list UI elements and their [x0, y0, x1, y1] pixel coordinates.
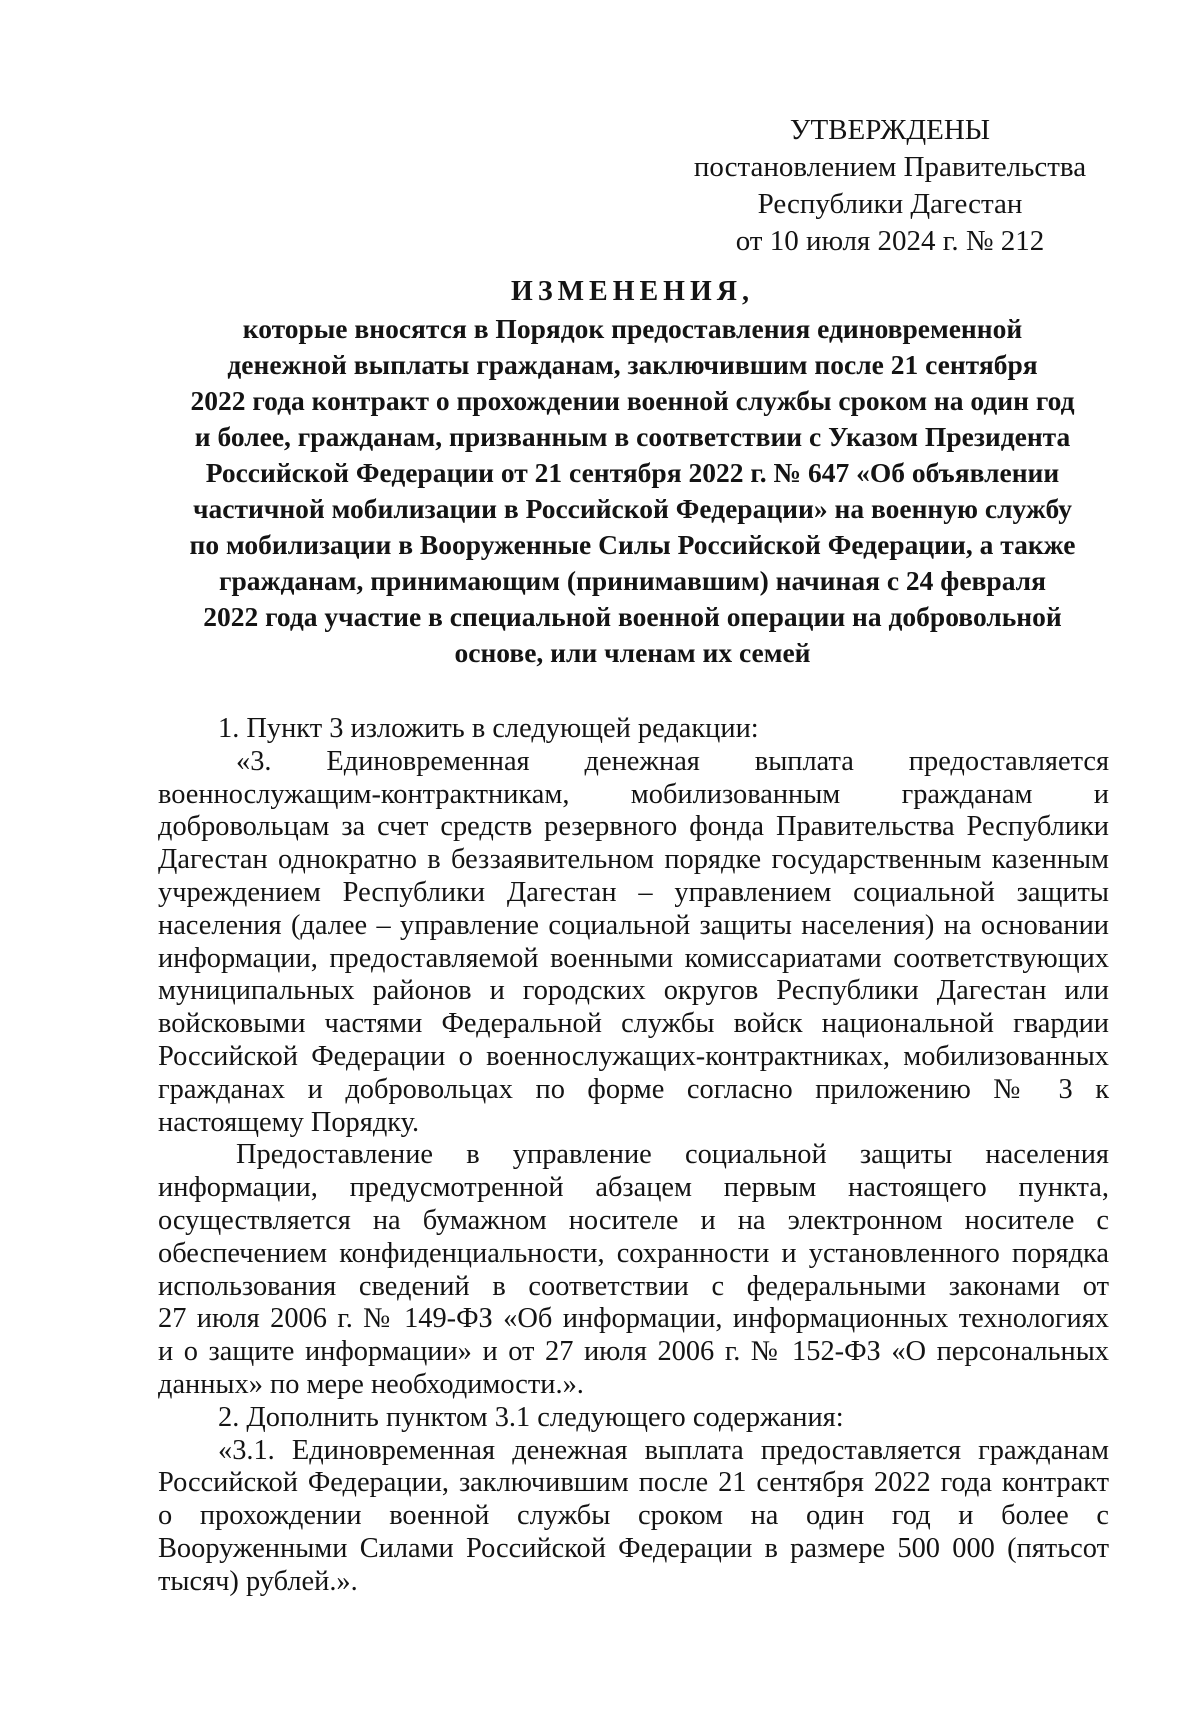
body-line: использования сведений в соответствии с федеральными законами от: [158, 1270, 1109, 1302]
heading-line: и более, гражданам, призванным в соответствии с Указом Президента: [194, 421, 1071, 452]
body-line: данных» по мере необходимости.».: [158, 1368, 584, 1400]
body-line: населения (далее – управление социальной защиты населения) на основании: [158, 909, 1109, 941]
body-line: военнослужащим-контрактникам, мобилизованным гражданам и: [158, 778, 1109, 810]
body-line: муниципальных районов и городских округов Республики Дагестан или: [158, 975, 1109, 1007]
body-line: 1. Пункт 3 изложить в следующей редакции:: [218, 713, 759, 744]
document-body: [158, 713, 1109, 1599]
body-line: Предоставление в управление социальной защиты населения: [236, 1139, 1109, 1171]
body-line: и о защите информации» и от 27 июля 2006 г. № 152-ФЗ «О персональных: [158, 1336, 1109, 1368]
body-line: учреждением Республики Дагестан – управлением социальной защиты: [158, 876, 1109, 908]
heading-line: по мобилизации в Вооруженные Силы Российской Федерации, а также: [189, 529, 1076, 560]
heading-line: частичной мобилизации в Российской Федерации» на военную службу: [193, 493, 1072, 524]
body-line: «3.1. Единовременная денежная выплата предоставляется гражданам: [218, 1434, 1109, 1466]
body-line: Российской Федерации о военнослужащих-контрактниках, мобилизованных: [158, 1040, 1109, 1072]
body-line: войсковыми частями Федеральной службы войск национальной гвардии: [158, 1008, 1109, 1040]
body-line: обеспечением конфиденциальности, сохранности и установленного порядка: [158, 1237, 1109, 1269]
body-line: 2. Дополнить пунктом 3.1 следующего содержания:: [218, 1401, 844, 1433]
heading-line: 2022 года контракт о прохождении военной службы сроком на один год: [190, 385, 1075, 416]
body-line: добровольцам за счет средств резервного фонда Правительства Республики: [158, 811, 1109, 843]
body-line: Вооруженными Силами Российской Федерации в размере 500 000 (пятьсот: [158, 1532, 1109, 1564]
body-line: тысяч) рублей.».: [158, 1565, 358, 1597]
body-line: информации, предоставляемой военными комиссариатами соответствующих: [158, 942, 1109, 974]
body-line: о прохождении военной службы сроком на один год и более с: [158, 1500, 1109, 1532]
approval-stamp: [690, 112, 1090, 260]
body-line: осуществляется на бумажном носителе и на электронном носителе с: [158, 1204, 1109, 1236]
body-line: гражданах и добровольцах по форме согласно приложению № 3 к: [158, 1073, 1109, 1105]
body-line: Дагестан однократно в беззаявительном порядке государственным казенным: [158, 844, 1109, 876]
approval-resolution-line: постановлением Правительства: [693, 151, 1087, 183]
heading-title: [150, 311, 1115, 671]
body-line: информации, предусмотренной абзацем первым настоящего пункта,: [158, 1172, 1109, 1204]
body-line: «3. Единовременная денежная выплата предоставляется: [236, 745, 1109, 777]
heading-line: Российской Федерации от 21 сентября 2022 г. № 647 «Об объявлении: [205, 457, 1060, 488]
heading-line: основе, или членам их семей: [454, 637, 811, 668]
body-line: настоящему Порядку.: [158, 1106, 420, 1138]
heading-line: денежной выплаты гражданам, заключившим после 21 сентября: [227, 349, 1038, 380]
document-heading: [150, 274, 1115, 671]
body-line: 27 июля 2006 г. № 149-ФЗ «Об информации, информационных технологиях: [158, 1303, 1109, 1335]
approval-title: УТВЕРЖДЕНЫ: [789, 114, 991, 146]
heading-line: гражданам, принимающим (принимавшим) начиная с 24 февраля: [219, 565, 1046, 596]
heading-line: 2022 года участие в специальной военной операции на добровольной: [203, 601, 1062, 632]
body-line: Российской Федерации, заключившим после 21 сентября 2022 года контракт: [158, 1467, 1109, 1499]
heading-line: которые вносятся в Порядок предоставления единовременной: [242, 313, 1023, 344]
approval-date-number: от 10 июля 2024 г. № 212: [735, 225, 1045, 257]
heading-word: ИЗМЕНЕНИЯ,: [511, 276, 754, 307]
approval-region-line: Республики Дагестан: [757, 188, 1023, 220]
